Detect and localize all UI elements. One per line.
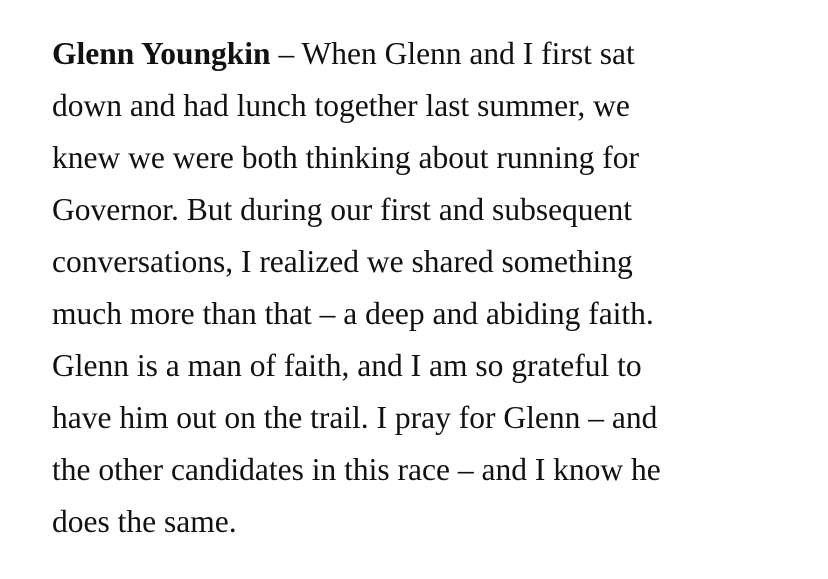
statement-line-7: Glenn is a man of faith, and I am so grateful to xyxy=(52,348,642,383)
statement-line-5: conversations, I realized we shared something xyxy=(52,244,633,279)
statement-line-4: Governor. But during our first and subsequent xyxy=(52,192,633,227)
statement-paragraph xyxy=(52,28,812,548)
statement-line-8: have him out on the trail. I pray for Glenn – and xyxy=(52,400,658,435)
statement-line-10: does the same. xyxy=(52,504,237,539)
statement-line-6: much more than that – a deep and abiding faith. xyxy=(52,296,654,331)
statement-line-1 xyxy=(52,28,812,80)
candidate-name: Glenn Youngkin xyxy=(52,36,271,71)
statement-line-1-text: – When Glenn and I first sat xyxy=(270,36,635,71)
statement-line-9: the other candidates in this race – and I know he xyxy=(52,452,661,487)
statement-line-2: down and had lunch together last summer, we xyxy=(52,88,630,123)
statement-line-3: knew we were both thinking about running for xyxy=(52,140,639,175)
